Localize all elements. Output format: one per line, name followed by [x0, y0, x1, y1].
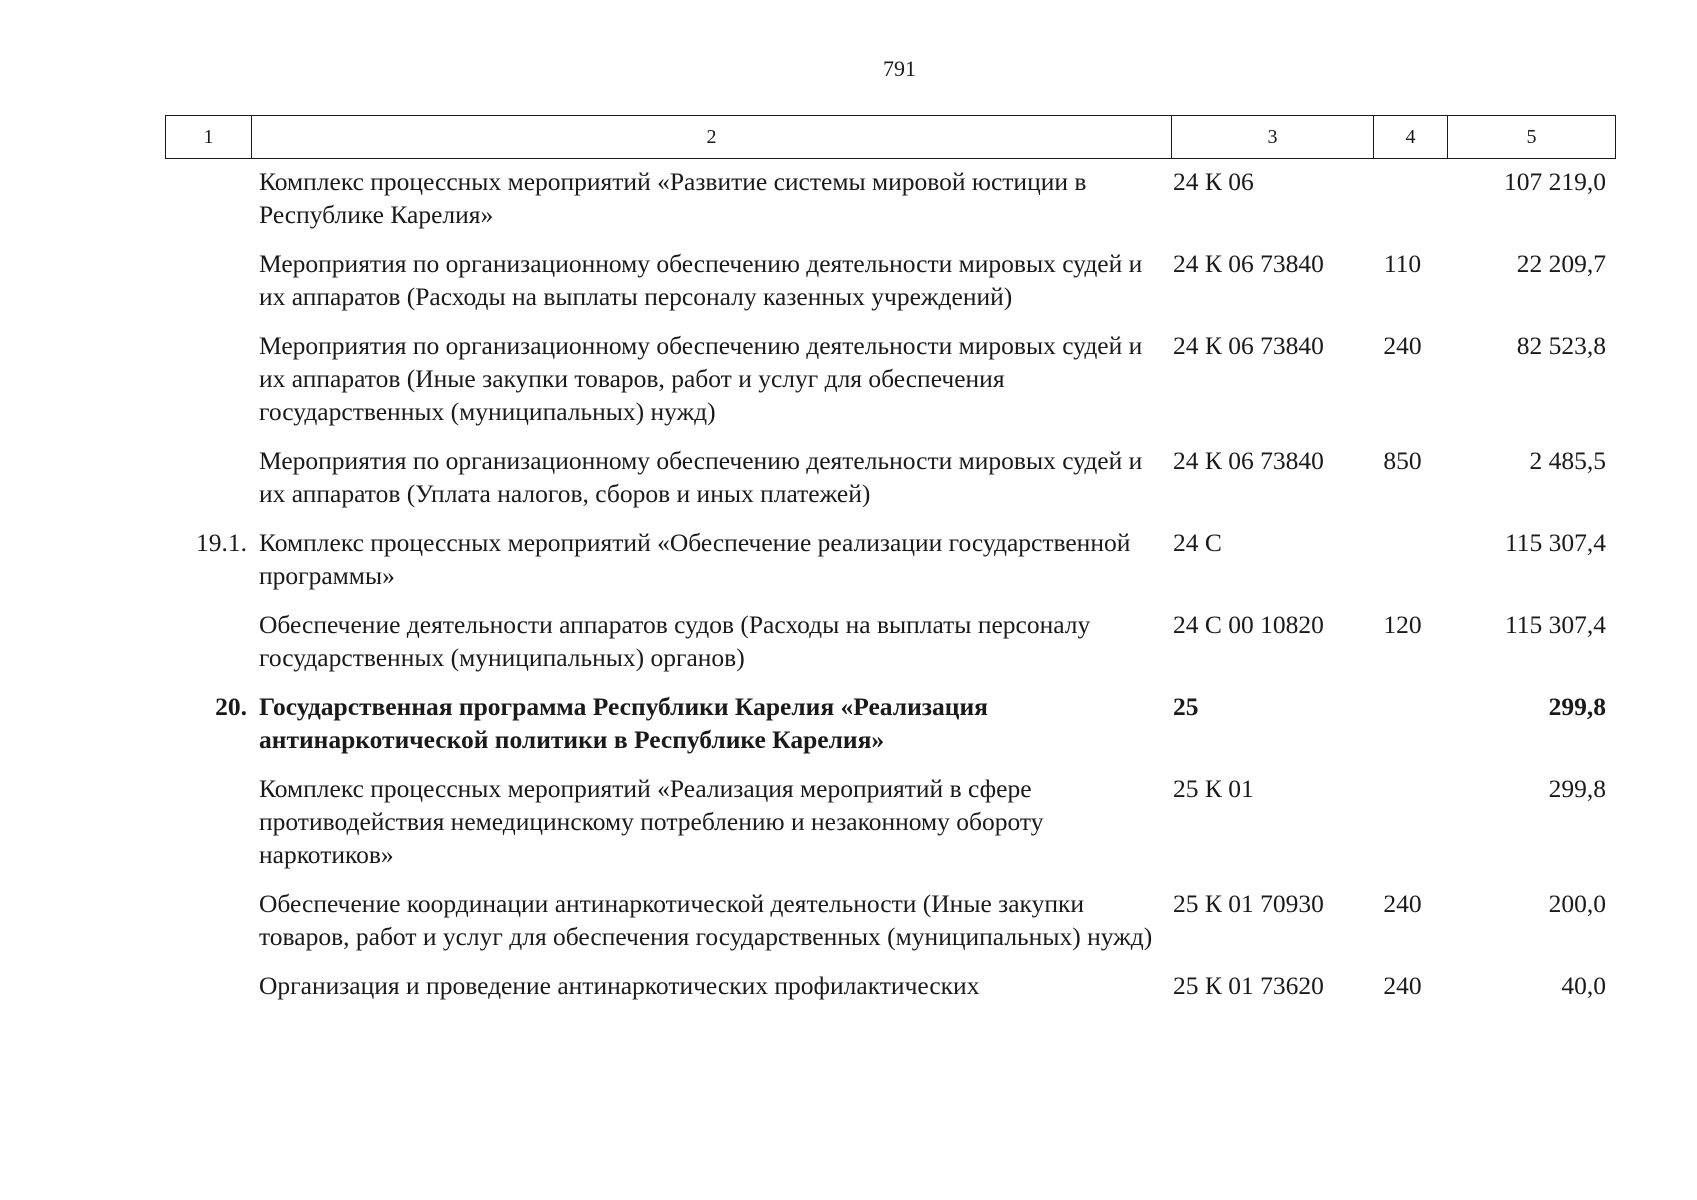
row-amount-cell: 2 485,5: [1529, 446, 1606, 475]
row-type-cell: 240: [1383, 971, 1422, 1000]
table-row: [165, 887, 1615, 953]
row-number-cell: 20.: [215, 692, 247, 721]
row-name-cell: Обеспечение координации антинаркотической деятельности (Иные закупки товаров, работ и услуг для обеспечения государственных (муниципальных) нужд): [259, 889, 1153, 951]
row-type-cell: 850: [1383, 446, 1422, 475]
row-code-cell: 24 К 06 73840: [1173, 331, 1324, 360]
row-code-cell: 24 С 00 10820: [1173, 610, 1324, 639]
table-row: [165, 969, 1615, 1002]
row-code-cell: 25 К 01 70930: [1173, 889, 1324, 918]
row-amount-cell: 82 523,8: [1516, 331, 1606, 360]
table-row: [165, 608, 1615, 674]
row-amount-cell: 40,0: [1561, 971, 1606, 1000]
table-row: [165, 444, 1615, 510]
row-amount-cell: 299,8: [1548, 774, 1606, 803]
row-name-cell: Мероприятия по организационному обеспечению деятельности мировых судей и их аппаратов (Иные закупки товаров, работ и услуг для обеспечения государственных (муниципальных) нужд): [259, 331, 1143, 426]
row-amount-cell: 22 209,7: [1516, 249, 1606, 278]
column-header-row: [166, 116, 1616, 159]
row-code-cell: 24 К 06: [1173, 167, 1254, 196]
row-name-cell: Мероприятия по организационному обеспечению деятельности мировых судей и их аппаратов (Уплата налогов, сборов и иных платежей): [259, 446, 1143, 508]
table-row: [165, 247, 1615, 313]
table-row: [165, 165, 1615, 231]
table-row: [165, 690, 1615, 756]
row-name-cell: Мероприятия по организационному обеспечению деятельности мировых судей и их аппаратов (Расходы на выплаты персоналу казенных учреждений): [259, 249, 1143, 311]
table-row: [165, 526, 1615, 592]
row-code-cell: 24 С: [1173, 528, 1222, 557]
column-header-4: 4: [1374, 116, 1448, 159]
row-amount-cell: 115 307,4: [1504, 610, 1606, 639]
row-code-cell: 25 К 01 73620: [1173, 971, 1324, 1000]
row-type-cell: 110: [1383, 249, 1422, 278]
column-header-5: 5: [1448, 116, 1616, 159]
row-code-cell: 25 К 01: [1173, 774, 1254, 803]
row-code-cell: 24 К 06 73840: [1173, 446, 1324, 475]
column-header-1: 1: [166, 116, 252, 159]
row-name-cell: Комплекс процессных мероприятий «Реализация мероприятий в сфере противодействия немедицинскому потреблению и незаконному обороту наркотиков»: [259, 774, 1044, 869]
row-name-cell: Обеспечение деятельности аппаратов судов (Расходы на выплаты персоналу государственных (муниципальных) органов): [259, 610, 1091, 672]
page-number: 791: [883, 56, 916, 81]
table-row: [165, 772, 1615, 871]
row-name-cell: Комплекс процессных мероприятий «Обеспечение реализации государственной программы»: [259, 528, 1131, 590]
row-amount-cell: 107 219,0: [1504, 167, 1606, 196]
row-code-cell: 24 К 06 73840: [1173, 249, 1324, 278]
column-header-table: [165, 115, 1616, 159]
row-name-cell: Государственная программа Республики Карелия «Реализация антинаркотической политики в Республике Карелия»: [259, 692, 988, 754]
row-type-cell: 240: [1383, 889, 1422, 918]
table-row: [165, 329, 1615, 428]
row-name-cell: Организация и проведение антинаркотических профилактических: [259, 971, 980, 1000]
row-type-cell: 240: [1383, 331, 1422, 360]
row-amount-cell: 200,0: [1548, 889, 1606, 918]
row-type-cell: 120: [1383, 610, 1422, 639]
column-header-2: 2: [252, 116, 1172, 159]
row-number-cell: 19.1.: [196, 528, 247, 557]
row-code-cell: 25: [1173, 692, 1199, 721]
row-amount-cell: 299,8: [1548, 692, 1606, 721]
row-amount-cell: 115 307,4: [1504, 528, 1606, 557]
budget-table-body: [165, 165, 1615, 1002]
column-header-3: 3: [1172, 116, 1374, 159]
row-name-cell: Комплекс процессных мероприятий «Развитие системы мировой юстиции в Республике Карелия»: [259, 167, 1087, 229]
